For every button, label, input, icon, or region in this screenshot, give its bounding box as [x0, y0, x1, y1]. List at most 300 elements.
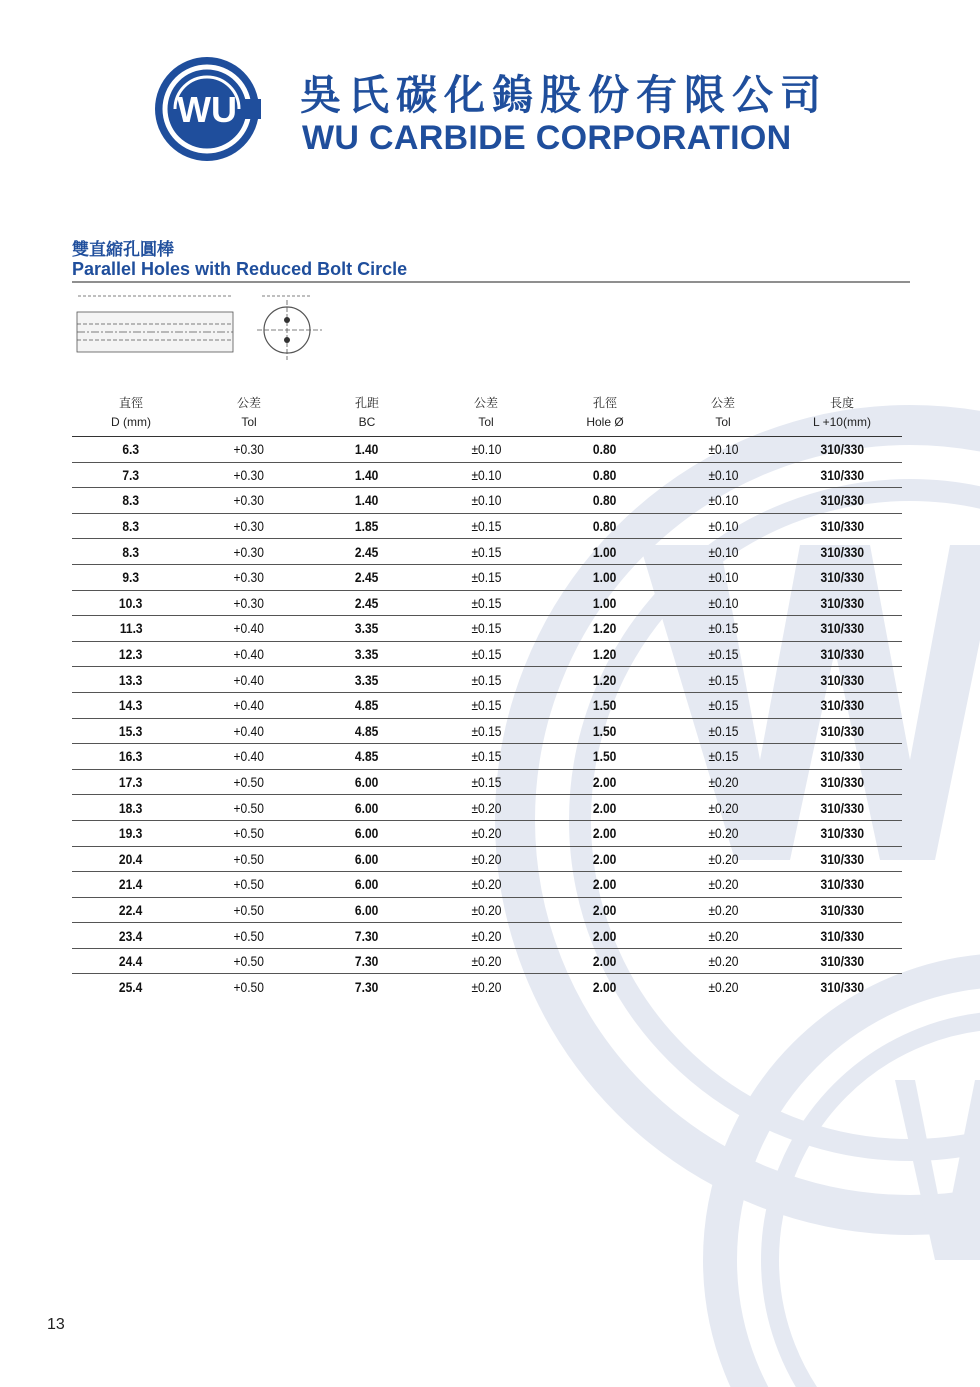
cell-value: 310/330	[820, 671, 864, 688]
diameter-cell	[72, 744, 190, 770]
bolt-circle-tol-cell	[426, 462, 546, 488]
length-cell	[782, 513, 902, 539]
bolt-circle-cell	[308, 488, 426, 514]
table-body	[72, 437, 902, 1000]
diameter-tol-cell	[190, 539, 308, 565]
cell-value: 310/330	[820, 620, 864, 637]
hole-diameter-cell	[546, 795, 664, 821]
table-row	[72, 590, 902, 616]
cell-value: 6.00	[355, 799, 379, 816]
hole-tol-cell	[664, 513, 782, 539]
cell-value: 2.00	[593, 799, 617, 816]
bolt-circle-cell	[308, 539, 426, 565]
hole-tol-cell	[664, 488, 782, 514]
cell-value: 6.00	[355, 876, 379, 893]
cell-value: 4.85	[355, 697, 379, 714]
header-en-bolt-circle-tolerance: Tol	[426, 413, 546, 437]
cell-value: +0.30	[233, 466, 265, 483]
bolt-circle-cell	[308, 513, 426, 539]
length-cell	[782, 948, 902, 974]
cell-value: 310/330	[820, 492, 864, 509]
rod-technical-drawing	[72, 288, 332, 368]
cell-value: ±0.15	[707, 620, 739, 637]
cell-value: 2.45	[355, 569, 379, 586]
cell-value: +0.30	[233, 441, 265, 458]
cell-value: 1.20	[593, 646, 617, 663]
hole-diameter-cell	[546, 769, 664, 795]
table-header-row-english	[72, 413, 902, 437]
cell-value: ±0.15	[470, 594, 502, 611]
length-cell	[782, 974, 902, 999]
diameter-tol-cell	[190, 437, 308, 463]
bolt-circle-cell	[308, 590, 426, 616]
cell-value: ±0.20	[470, 953, 502, 970]
cell-value: 310/330	[820, 850, 864, 867]
diameter-tol-cell	[190, 513, 308, 539]
table-row	[72, 923, 902, 949]
diameter-tol-cell	[190, 641, 308, 667]
diameter-cell	[72, 948, 190, 974]
table-row	[72, 795, 902, 821]
cell-value: 25.4	[119, 978, 143, 995]
cell-value: 310/330	[820, 722, 864, 739]
cell-value: +0.30	[233, 518, 265, 535]
cell-value: 3.35	[355, 620, 379, 637]
cell-value: 1.20	[593, 620, 617, 637]
cell-value: 310/330	[820, 901, 864, 918]
cell-value: 310/330	[820, 799, 864, 816]
cell-value: 8.3	[122, 492, 140, 509]
hole-diameter-cell	[546, 462, 664, 488]
bolt-circle-cell	[308, 744, 426, 770]
cell-value: 6.00	[355, 774, 379, 791]
bolt-circle-cell	[308, 846, 426, 872]
specification-table	[72, 394, 902, 999]
header-cn-hole-diameter: 孔徑	[592, 396, 617, 410]
cell-value: 13.3	[119, 671, 143, 688]
cell-value: +0.40	[233, 748, 265, 765]
hole-tol-cell	[664, 590, 782, 616]
cell-value: 1.85	[355, 518, 379, 535]
cell-value: 1.50	[593, 722, 617, 739]
page-number: 13	[47, 1316, 65, 1333]
diameter-tol-cell	[190, 769, 308, 795]
bolt-circle-tol-cell	[426, 846, 546, 872]
header-en-bolt-circle: BC	[308, 413, 426, 437]
diameter-cell	[72, 488, 190, 514]
table-row	[72, 641, 902, 667]
hole-diameter-cell	[546, 897, 664, 923]
cell-value: 2.00	[593, 774, 617, 791]
company-name-chinese: 吳氏碳化鎢股份有限公司	[300, 71, 828, 119]
cell-value: 2.00	[593, 901, 617, 918]
hole-diameter-cell	[546, 488, 664, 514]
cell-value: +0.40	[233, 697, 265, 714]
length-cell	[782, 846, 902, 872]
diameter-cell	[72, 513, 190, 539]
cell-value: +0.50	[233, 850, 265, 867]
cell-value: ±0.20	[470, 799, 502, 816]
cell-value: 11.3	[119, 620, 143, 637]
length-cell	[782, 769, 902, 795]
table-row	[72, 616, 902, 642]
cell-value: ±0.20	[707, 901, 739, 918]
cell-value: ±0.15	[470, 569, 502, 586]
bolt-circle-cell	[308, 974, 426, 999]
cell-value: ±0.15	[470, 646, 502, 663]
cell-value: ±0.20	[707, 850, 739, 867]
table-row	[72, 437, 902, 463]
header-cn-hole-tolerance: 公差	[710, 396, 735, 410]
cell-value: 310/330	[820, 774, 864, 791]
cell-value: ±0.20	[707, 953, 739, 970]
hole-tol-cell	[664, 974, 782, 999]
hole-tol-cell	[664, 795, 782, 821]
table-row	[72, 820, 902, 846]
cell-value: 310/330	[820, 646, 864, 663]
bolt-circle-cell	[308, 616, 426, 642]
hole-tol-cell	[664, 897, 782, 923]
hole-diameter-cell	[546, 923, 664, 949]
diameter-tol-cell	[190, 667, 308, 693]
cell-value: +0.50	[233, 825, 265, 842]
hole-tol-cell	[664, 744, 782, 770]
cell-value: 1.40	[355, 441, 379, 458]
diameter-cell	[72, 923, 190, 949]
cell-value: 1.00	[593, 569, 617, 586]
cell-value: 4.85	[355, 748, 379, 765]
bolt-circle-tol-cell	[426, 769, 546, 795]
cell-value: ±0.15	[470, 671, 502, 688]
cell-value: 4.85	[355, 722, 379, 739]
diameter-cell	[72, 641, 190, 667]
section-title-chinese: 雙直縮孔圓棒	[72, 240, 174, 260]
table-row	[72, 846, 902, 872]
length-cell	[782, 795, 902, 821]
cell-value: ±0.20	[470, 850, 502, 867]
hole-tol-cell	[664, 641, 782, 667]
cell-value: ±0.10	[707, 569, 739, 586]
diameter-cell	[72, 437, 190, 463]
diameter-tol-cell	[190, 564, 308, 590]
header-cn-length: 長度	[829, 396, 854, 410]
cell-value: ±0.15	[707, 722, 739, 739]
cell-value: +0.40	[233, 646, 265, 663]
diameter-tol-cell	[190, 590, 308, 616]
cell-value: 7.30	[355, 953, 379, 970]
length-cell	[782, 820, 902, 846]
hole-tol-cell	[664, 923, 782, 949]
diameter-tol-cell	[190, 974, 308, 999]
bolt-circle-tol-cell	[426, 641, 546, 667]
cell-value: ±0.20	[707, 799, 739, 816]
cell-value: 21.4	[119, 876, 143, 893]
company-logo	[153, 55, 261, 163]
diameter-cell	[72, 667, 190, 693]
diameter-cell	[72, 846, 190, 872]
hole-diameter-cell	[546, 513, 664, 539]
cell-value: 310/330	[820, 518, 864, 535]
diameter-cell	[72, 795, 190, 821]
bolt-circle-tol-cell	[426, 897, 546, 923]
cell-value: 0.80	[593, 441, 617, 458]
table-row	[72, 539, 902, 565]
bolt-circle-tol-cell	[426, 974, 546, 999]
bolt-circle-cell	[308, 795, 426, 821]
diameter-cell	[72, 616, 190, 642]
cell-value: 1.50	[593, 697, 617, 714]
cell-value: 6.3	[122, 441, 140, 458]
table-row	[72, 744, 902, 770]
cell-value: 9.3	[122, 569, 140, 586]
cell-value: 1.00	[593, 543, 617, 560]
hole-diameter-cell	[546, 948, 664, 974]
table-header-row-chinese	[72, 394, 902, 413]
cell-value: 19.3	[119, 825, 143, 842]
cell-value: 310/330	[820, 927, 864, 944]
diameter-cell	[72, 539, 190, 565]
cell-value: ±0.15	[470, 748, 502, 765]
cell-value: 0.80	[593, 518, 617, 535]
cell-value: 2.00	[593, 978, 617, 995]
cell-value: 1.40	[355, 492, 379, 509]
cell-value: ±0.10	[470, 441, 502, 458]
bolt-circle-cell	[308, 462, 426, 488]
cell-value: 2.00	[593, 876, 617, 893]
cell-value: ±0.10	[470, 492, 502, 509]
length-cell	[782, 744, 902, 770]
header-cn-bolt-circle: 孔距	[354, 396, 379, 410]
bolt-circle-cell	[308, 667, 426, 693]
cell-value: 310/330	[820, 466, 864, 483]
diameter-tol-cell	[190, 897, 308, 923]
cell-value: 310/330	[820, 978, 864, 995]
cell-value: +0.50	[233, 876, 265, 893]
hole-diameter-cell	[546, 437, 664, 463]
cell-value: 8.3	[122, 543, 140, 560]
header-en-length: L +10(mm)	[782, 413, 902, 437]
hole-tol-cell	[664, 437, 782, 463]
cell-value: ±0.15	[470, 722, 502, 739]
cell-value: 310/330	[820, 876, 864, 893]
hole-diameter-cell	[546, 590, 664, 616]
table-row	[72, 948, 902, 974]
bolt-circle-tol-cell	[426, 795, 546, 821]
diameter-tol-cell	[190, 692, 308, 718]
cell-value: ±0.20	[470, 901, 502, 918]
cell-value: 310/330	[820, 594, 864, 611]
bolt-circle-cell	[308, 897, 426, 923]
cell-value: 310/330	[820, 543, 864, 560]
cell-value: ±0.15	[707, 646, 739, 663]
bolt-circle-tol-cell	[426, 718, 546, 744]
hole-tol-cell	[664, 692, 782, 718]
table-row	[72, 974, 902, 999]
hole-tol-cell	[664, 769, 782, 795]
length-cell	[782, 692, 902, 718]
cell-value: 2.00	[593, 927, 617, 944]
diameter-cell	[72, 590, 190, 616]
diameter-tol-cell	[190, 872, 308, 898]
cell-value: 0.80	[593, 492, 617, 509]
cell-value: +0.40	[233, 722, 265, 739]
cell-value: +0.40	[233, 620, 265, 637]
cell-value: 0.80	[593, 466, 617, 483]
bolt-circle-cell	[308, 641, 426, 667]
cell-value: +0.30	[233, 543, 265, 560]
length-cell	[782, 872, 902, 898]
bolt-circle-tol-cell	[426, 616, 546, 642]
hole-tol-cell	[664, 872, 782, 898]
diameter-cell	[72, 564, 190, 590]
hole-diameter-cell	[546, 641, 664, 667]
length-cell	[782, 616, 902, 642]
bolt-circle-tol-cell	[426, 948, 546, 974]
cell-value: 22.4	[119, 901, 143, 918]
cell-value: 1.40	[355, 466, 379, 483]
table-row	[72, 718, 902, 744]
cell-value: +0.40	[233, 671, 265, 688]
cell-value: ±0.10	[707, 518, 739, 535]
header-cn-bolt-circle-tolerance: 公差	[473, 396, 498, 410]
cell-value: 3.35	[355, 646, 379, 663]
cell-value: ±0.15	[470, 774, 502, 791]
bolt-circle-tol-cell	[426, 744, 546, 770]
diameter-tol-cell	[190, 795, 308, 821]
hole-tol-cell	[664, 564, 782, 590]
diameter-cell	[72, 974, 190, 999]
cell-value: 18.3	[119, 799, 143, 816]
length-cell	[782, 564, 902, 590]
hole-diameter-cell	[546, 744, 664, 770]
cell-value: +0.50	[233, 927, 265, 944]
bolt-circle-cell	[308, 872, 426, 898]
diameter-cell	[72, 820, 190, 846]
cell-value: ±0.15	[707, 748, 739, 765]
bolt-circle-tol-cell	[426, 564, 546, 590]
length-cell	[782, 437, 902, 463]
diameter-cell	[72, 692, 190, 718]
cell-value: ±0.10	[707, 543, 739, 560]
cell-value: 17.3	[119, 774, 143, 791]
cell-value: 10.3	[119, 594, 143, 611]
cell-value: 14.3	[119, 697, 143, 714]
length-cell	[782, 897, 902, 923]
hole-diameter-cell	[546, 846, 664, 872]
bolt-circle-tol-cell	[426, 539, 546, 565]
cell-value: ±0.10	[707, 441, 739, 458]
diameter-tol-cell	[190, 462, 308, 488]
bolt-circle-cell	[308, 923, 426, 949]
hole-diameter-cell	[546, 616, 664, 642]
cell-value: 2.45	[355, 543, 379, 560]
bolt-circle-cell	[308, 948, 426, 974]
cell-value: +0.30	[233, 492, 265, 509]
bolt-circle-cell	[308, 820, 426, 846]
bolt-circle-tol-cell	[426, 820, 546, 846]
bolt-circle-cell	[308, 718, 426, 744]
length-cell	[782, 590, 902, 616]
cell-value: 6.00	[355, 850, 379, 867]
hole-diameter-cell	[546, 667, 664, 693]
cell-value: ±0.10	[707, 492, 739, 509]
cell-value: +0.30	[233, 569, 265, 586]
cell-value: 23.4	[119, 927, 143, 944]
cell-value: +0.50	[233, 978, 265, 995]
hole-diameter-cell	[546, 692, 664, 718]
cell-value: ±0.10	[707, 466, 739, 483]
diameter-tol-cell	[190, 820, 308, 846]
cell-value: 2.45	[355, 594, 379, 611]
cell-value: ±0.10	[707, 594, 739, 611]
cell-value: 310/330	[820, 697, 864, 714]
hole-diameter-cell	[546, 872, 664, 898]
section-divider	[72, 281, 910, 283]
cell-value: 2.00	[593, 825, 617, 842]
length-cell	[782, 462, 902, 488]
hole-tol-cell	[664, 462, 782, 488]
length-cell	[782, 923, 902, 949]
hole-tol-cell	[664, 539, 782, 565]
header-en-diameter: D (mm)	[72, 413, 190, 437]
table-row	[72, 488, 902, 514]
cell-value: 2.00	[593, 953, 617, 970]
hole-tol-cell	[664, 718, 782, 744]
hole-tol-cell	[664, 820, 782, 846]
cell-value: 20.4	[119, 850, 143, 867]
diameter-cell	[72, 718, 190, 744]
cell-value: ±0.15	[470, 697, 502, 714]
cell-value: ±0.20	[707, 978, 739, 995]
bolt-circle-cell	[308, 769, 426, 795]
cell-value: +0.50	[233, 953, 265, 970]
cell-value: ±0.20	[470, 876, 502, 893]
cell-value: ±0.15	[707, 697, 739, 714]
cell-value: ±0.20	[707, 825, 739, 842]
cell-value: 6.00	[355, 825, 379, 842]
cell-value: ±0.20	[470, 978, 502, 995]
hole-tol-cell	[664, 948, 782, 974]
cell-value: ±0.15	[470, 518, 502, 535]
cell-value: 1.50	[593, 748, 617, 765]
cell-value: 7.30	[355, 978, 379, 995]
bolt-circle-tol-cell	[426, 513, 546, 539]
table-row	[72, 462, 902, 488]
header-en-hole-diameter: Hole Ø	[546, 413, 664, 437]
cell-value: 16.3	[119, 748, 143, 765]
cell-value: +0.50	[233, 774, 265, 791]
diameter-cell	[72, 462, 190, 488]
company-name-english: WU CARBIDE CORPORATION	[302, 119, 792, 157]
bolt-circle-cell	[308, 692, 426, 718]
cell-value: 310/330	[820, 953, 864, 970]
length-cell	[782, 539, 902, 565]
cell-value: ±0.15	[470, 620, 502, 637]
hole-diameter-cell	[546, 974, 664, 999]
bolt-circle-cell	[308, 564, 426, 590]
bolt-circle-cell	[308, 437, 426, 463]
length-cell	[782, 641, 902, 667]
cell-value: +0.30	[233, 594, 265, 611]
cell-value: 310/330	[820, 569, 864, 586]
bolt-circle-tol-cell	[426, 872, 546, 898]
cell-value: ±0.20	[707, 876, 739, 893]
diameter-tol-cell	[190, 744, 308, 770]
bolt-circle-tol-cell	[426, 590, 546, 616]
cell-value: 3.35	[355, 671, 379, 688]
cell-value: 6.00	[355, 901, 379, 918]
cell-value: ±0.20	[470, 927, 502, 944]
